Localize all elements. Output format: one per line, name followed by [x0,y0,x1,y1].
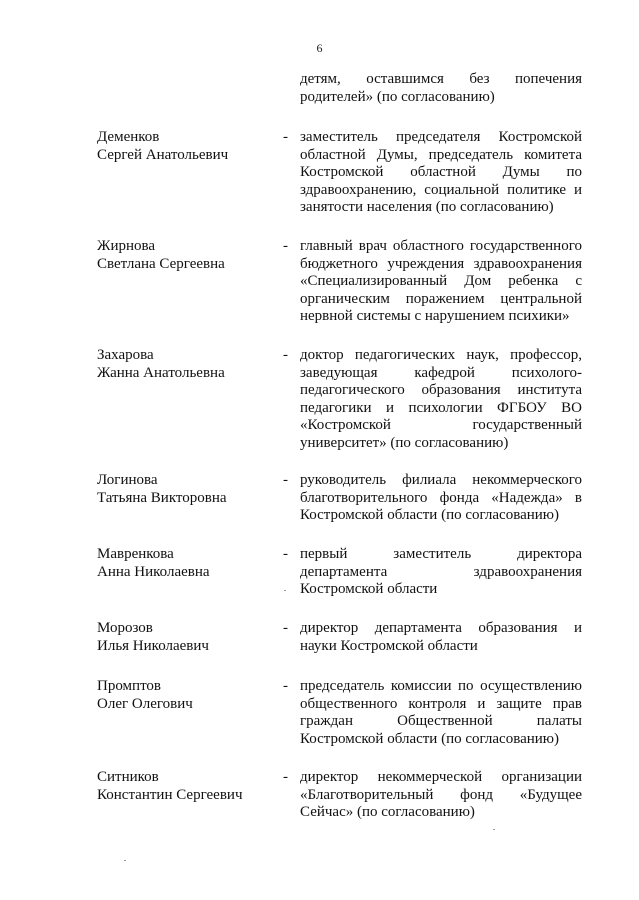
member-given-name: Жанна Анатольевна [97,364,225,381]
member-given-name: Олег Олегович [97,695,193,712]
desc-line: граждан Общественной палаты [300,713,582,729]
member-name [97,238,277,273]
desc-line: первый заместитель директора [300,546,582,562]
member-given-name: Светлана Сергеевна [97,255,225,272]
desc-line: Костромской области (по согласованию) [300,730,560,747]
desc-line: родителей» (по согласованию) [300,88,495,105]
desc-line: руководитель филиала некоммерческого [300,472,582,488]
member-position [300,678,582,748]
entry-dash: - [283,620,288,636]
member-surname: Деменков [97,129,160,145]
desc-line: науки Костромской области [300,637,478,654]
entry-dash: - [283,347,288,363]
desc-line: занятости населения (по согласованию) [300,199,554,215]
scan-speck [493,829,495,830]
desc-line: педагогики и психологии ФГБОУ ВО [300,399,582,416]
entry-dash: - [283,129,288,145]
desc-line: директор некоммерческой организации [300,769,582,785]
member-position [300,769,582,822]
desc-line: благотворительного фонда «Надежда» в [300,489,582,506]
member-surname: Мавренкова [97,546,174,562]
scan-speck [284,590,286,591]
desc-line: Костромской области (по согласованию) [300,507,560,523]
member-surname: Логинова [97,472,158,488]
desc-line: доктор педагогических наук, профессор, [300,347,582,363]
member-name [97,472,277,507]
member-position [300,620,582,655]
desc-line: Костромской области [300,581,438,597]
member-name [97,129,277,164]
desc-line: директор департамента образования и [300,620,582,636]
desc-line: бюджетного учреждения здравоохранения [300,255,582,272]
member-given-name: Константин Сергеевич [97,786,243,803]
desc-line: заведующая кафедрой психолого- [300,364,582,381]
desc-line: здравоохранению, социальной политике и [300,181,582,198]
entry-dash: - [283,769,288,785]
desc-line: заместитель председателя Костромской [300,129,582,145]
member-given-name: Илья Николаевич [97,637,209,654]
desc-line: детям, оставшимся без попечения [300,71,582,87]
member-position [300,546,582,599]
member-name [97,678,277,713]
member-surname: Жирнова [97,238,156,254]
desc-line: Костромской областной Думы по [300,164,582,180]
member-position [300,472,582,525]
member-surname: Морозов [97,620,153,636]
desc-line: «Костромской государственный [300,417,582,433]
entry-dash: - [283,472,288,488]
member-name [97,620,277,655]
member-given-name: Анна Николаевна [97,563,210,580]
scan-speck [124,860,126,861]
member-name [97,347,277,382]
desc-line: главный врач областного государственного [300,238,582,254]
desc-line: Сейчас» (по согласованию) [300,804,475,820]
entry-dash: - [283,546,288,562]
entry-dash: - [283,238,288,254]
member-name [97,769,277,804]
continuation-text [300,71,582,106]
page-number: 6 [316,41,323,55]
desc-line: органическим поражением центральной [300,290,582,307]
member-surname: Промптов [97,678,162,694]
desc-line: педагогического образования института [300,382,582,398]
desc-line: общественного контроля и защите прав [300,695,582,712]
member-given-name: Сергей Анатольевич [97,146,229,163]
entry-dash: - [283,678,288,694]
member-surname: Ситников [97,769,159,785]
member-name [97,546,277,581]
desc-line: департамента здравоохранения [300,563,582,580]
member-position [300,347,582,452]
member-position [300,129,582,217]
desc-line: университет» (по согласованию) [300,434,509,451]
member-given-name: Татьяна Викторовна [97,489,227,506]
member-surname: Захарова [97,347,154,363]
desc-line: «Специализированный Дом ребенка с [300,273,582,289]
desc-line: председатель комиссии по осуществлению [300,678,582,694]
desc-line: областной Думы, председатель комитета [300,146,582,163]
desc-line: нервной системы с нарушением психики» [300,308,570,324]
desc-line: «Благотворительный фонд «Будущее [300,786,582,803]
member-position [300,238,582,326]
